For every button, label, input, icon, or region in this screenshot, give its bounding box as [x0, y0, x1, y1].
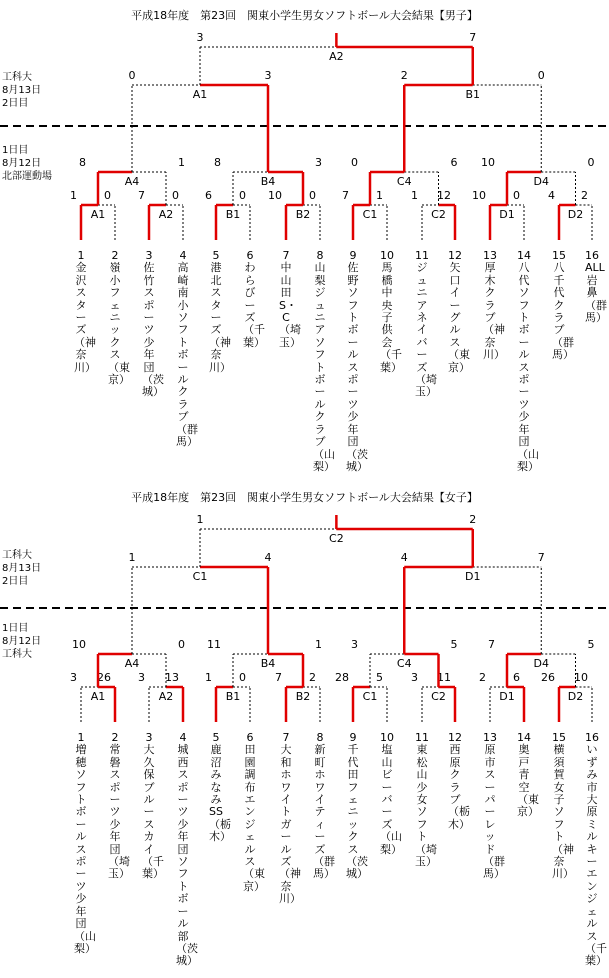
team-name: 10 馬橋中央子供会（千葉）	[380, 249, 402, 374]
match-label: C4	[396, 657, 412, 670]
match-label: B4	[260, 657, 276, 670]
score-right: 6	[513, 671, 520, 684]
score-left: 1	[70, 189, 77, 202]
team-name: 16 ALL岩鼻（群馬）	[585, 249, 607, 325]
match-label: C2	[329, 532, 344, 545]
score-left: 3	[138, 671, 145, 684]
team-name: 10 塩山ビーバーズ（山梨）	[380, 731, 402, 856]
score-left: 10	[72, 638, 86, 651]
team-name: 6 わらびーズ（千葉）	[243, 249, 265, 349]
score-right: 1	[376, 189, 383, 202]
score-left: 7	[138, 189, 145, 202]
score-right: 5	[450, 638, 458, 651]
day2-date: 8月13日	[2, 85, 42, 96]
score-right: 0	[513, 189, 520, 202]
score-left: 4	[548, 189, 555, 202]
day2-venue: 工科大	[2, 550, 32, 561]
score-left: 0	[351, 156, 358, 169]
day2-date: 8月13日	[2, 563, 42, 574]
score-left: 2	[400, 69, 408, 82]
score-left: 3	[196, 31, 204, 44]
team-name: 2 常磐スポーツ少年団（埼玉）	[108, 731, 130, 881]
score-right: 0	[587, 156, 595, 169]
team-name: 8 新町ホワイティーズ（群馬）	[313, 731, 335, 881]
score-left: 8	[214, 156, 221, 169]
score-right: 3	[264, 69, 272, 82]
match-label: B1	[465, 88, 481, 101]
match-label: A2	[158, 690, 174, 703]
match-label: B1	[225, 690, 241, 703]
score-right: 0	[178, 638, 185, 651]
day1-day: 1日目	[2, 145, 29, 156]
day2-venue: 工科大	[2, 72, 32, 83]
team-name: 4 城西スポーツ少年団ソフトボール部（茨城）	[176, 731, 198, 968]
team-name: 4 高崎南小ソフトボールクラブ（群馬）	[176, 249, 198, 449]
team-name: 6 田園調布エンジェルス（東京）	[243, 731, 265, 893]
score-right: 0	[239, 671, 246, 684]
match-label: B2	[295, 208, 311, 221]
team-name: 15 八千代クラブ（群馬）	[552, 249, 574, 362]
team-name: 11 東松山少女ソフト（埼玉）	[415, 731, 437, 869]
score-right: 0	[172, 189, 179, 202]
score-left: 11	[207, 638, 221, 651]
team-name: 9 千代田フェニックス（茨城）	[346, 731, 368, 881]
match-label: A1	[192, 88, 208, 101]
score-right: 0	[239, 189, 246, 202]
score-left: 26	[541, 671, 555, 684]
match-label: A1	[90, 690, 106, 703]
match-label: C2	[431, 208, 446, 221]
day1-venue: 北部運動場	[2, 171, 52, 182]
score-left: 1	[205, 671, 212, 684]
match-label: D1	[499, 208, 515, 221]
score-right: 26	[97, 671, 111, 684]
team-name: 3 大久保ブルースカイ（千葉）	[142, 731, 164, 881]
score-right: 1	[178, 156, 185, 169]
score-right: 12	[437, 189, 451, 202]
score-right: 0	[104, 189, 111, 202]
match-label: A4	[124, 175, 140, 188]
score-left: 3	[351, 638, 358, 651]
match-label: C4	[396, 175, 412, 188]
score-right: 0	[309, 189, 316, 202]
score-right: 5	[376, 671, 383, 684]
team-name: 7 大和ホワイトガールズ（神奈川）	[279, 731, 301, 906]
match-label: D2	[567, 690, 584, 703]
score-right: 10	[574, 671, 588, 684]
score-left: 7	[275, 671, 282, 684]
match-label: D1	[499, 690, 515, 703]
score-right: 6	[450, 156, 458, 169]
score-left: 1	[196, 513, 204, 526]
match-label: A2	[329, 50, 344, 63]
score-left: 7	[342, 189, 349, 202]
score-right: 2	[309, 671, 316, 684]
score-right: 4	[264, 551, 272, 564]
match-label: B1	[225, 208, 241, 221]
score-left: 10	[268, 189, 282, 202]
day1-venue: 工科大	[2, 649, 32, 660]
day2-day: 2日目	[2, 98, 29, 109]
score-left: 1	[411, 189, 418, 202]
score-left: 10	[481, 156, 495, 169]
match-label: C1	[362, 208, 378, 221]
team-name: 2 嶺小フェニックス（東京）	[108, 249, 130, 387]
team-name: 12 西原クラブ（栃木）	[448, 731, 470, 831]
match-label: A1	[90, 208, 106, 221]
score-left: 6	[205, 189, 212, 202]
score-left: 3	[70, 671, 77, 684]
score-left: 1	[128, 551, 136, 564]
team-name: 15 横須賀女子ソフト（神奈川）	[552, 731, 574, 881]
team-name: 11 ジュニアネイバーズ（埼玉）	[415, 249, 437, 399]
team-name: 7 中山田S・C（埼玉）	[279, 249, 301, 349]
team-name: 1 金沢スターズ（神奈川）	[74, 249, 96, 374]
team-name: 5 鹿沼みなみSS（栃木）	[209, 731, 231, 844]
score-right: 5	[587, 638, 595, 651]
match-label: A4	[124, 657, 140, 670]
match-label: D1	[465, 570, 481, 583]
bracket-title: 平成18年度 第23回 関東小学生男女ソフトボール大会結果【女子】	[131, 491, 478, 504]
day1-date: 8月12日	[2, 636, 42, 647]
day1-day: 1日目	[2, 623, 29, 634]
match-label: C1	[192, 570, 208, 583]
team-name: 8 山梨ジュニアソフトボールクラブ（山梨）	[313, 249, 335, 473]
score-right: 3	[315, 156, 322, 169]
score-left: 7	[488, 638, 495, 651]
score-right: 7	[537, 551, 545, 564]
team-name: 14 奥戸青空（東京）	[517, 731, 539, 819]
team-name: 13 原市スーパーレッド（群馬）	[483, 731, 505, 881]
team-name: 13 厚木クラブ（神奈川）	[483, 249, 505, 362]
match-label: B4	[260, 175, 276, 188]
score-left: 3	[411, 671, 418, 684]
match-label: C2	[431, 690, 446, 703]
score-left: 0	[128, 69, 136, 82]
match-label: A2	[158, 208, 174, 221]
day2-day: 2日目	[2, 576, 29, 587]
match-label: B2	[295, 690, 311, 703]
team-name: 16 いずみ市大原ミルキーエンジェルス（千葉）	[585, 731, 607, 968]
score-right: 7	[469, 31, 477, 44]
match-label: C1	[362, 690, 378, 703]
match-label: D4	[533, 657, 549, 670]
day1-date: 8月12日	[2, 158, 42, 169]
team-name: 12 矢口イーグルス（東京）	[448, 249, 470, 374]
bracket-title: 平成18年度 第23回 関東小学生男女ソフトボール大会結果【男子】	[131, 9, 478, 22]
team-name: 1 増穂ソフトボールスポーツ少年団（山梨）	[74, 731, 96, 955]
score-right: 1	[315, 638, 322, 651]
score-right: 0	[537, 69, 545, 82]
score-right: 11	[437, 671, 451, 684]
score-left: 10	[472, 189, 486, 202]
match-label: D2	[567, 208, 584, 221]
score-right: 13	[165, 671, 179, 684]
team-name: 9 佐野ソフトボールスポーツ少年団（茨城）	[346, 249, 368, 473]
score-left: 4	[400, 551, 408, 564]
team-name: 5 港北スターズ（神奈川）	[209, 249, 231, 374]
score-right: 2	[581, 189, 588, 202]
score-left: 8	[79, 156, 86, 169]
team-name: 3 佐竹スポーツ少年団（茨城）	[142, 249, 164, 399]
score-left: 2	[479, 671, 486, 684]
score-left: 28	[335, 671, 349, 684]
score-right: 2	[469, 513, 477, 526]
team-name: 14 八代ソフトボールスポーツ少年団（山梨）	[517, 249, 539, 473]
match-label: D4	[533, 175, 549, 188]
